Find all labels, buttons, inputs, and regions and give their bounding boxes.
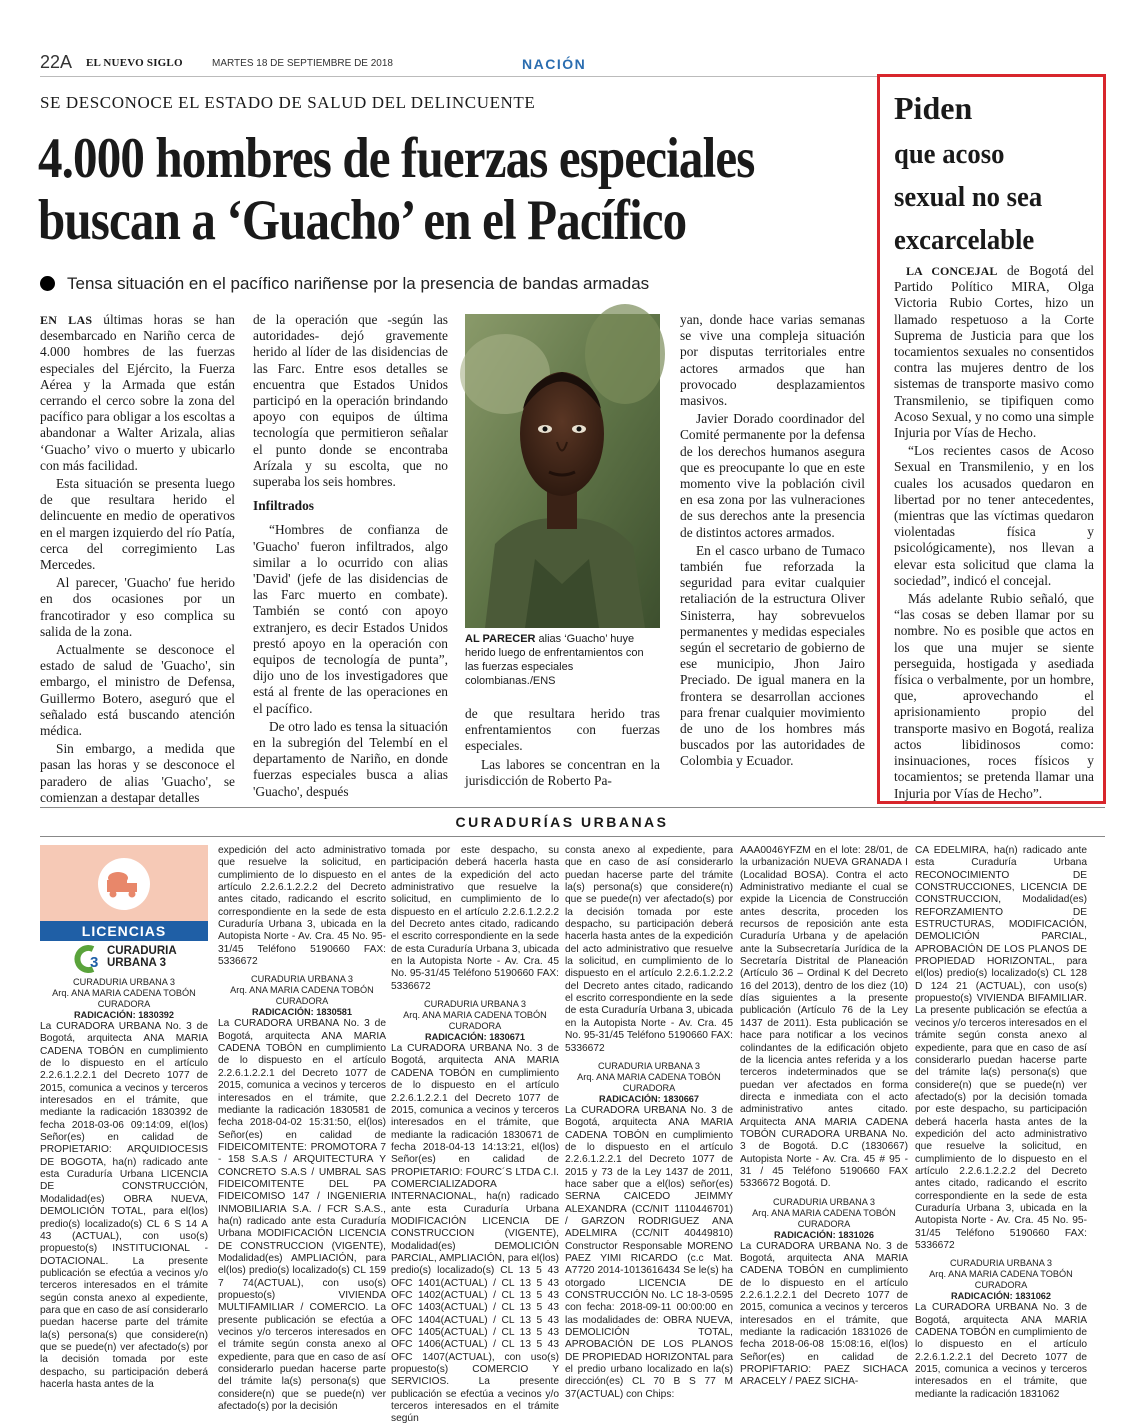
sidebar-title-line-1: Piden xyxy=(894,90,973,126)
notice-header-line: CURADORA xyxy=(797,1218,851,1229)
page-header xyxy=(40,52,1105,76)
article-column-2 xyxy=(253,312,448,807)
notice-column-3 xyxy=(391,845,559,1425)
notice-header-line: CURADURIA URBANA 3 xyxy=(772,1196,876,1207)
notice-header xyxy=(40,977,208,1021)
notice-header-line: Arq. ANA MARIA CADENA TOBÓN xyxy=(752,1207,896,1218)
section-divider xyxy=(40,836,1105,837)
paragraph: de que resultara herido tras enfrentamientos con fuerzas especiales. xyxy=(465,706,660,754)
notice-header xyxy=(565,1061,733,1105)
paragraph-text: últimas horas se han desembarcado en Nariño cerca de 4.000 hombres de las fuerzas especiales del Ejército, la Fuerza Aérea y la Armada que están cerrando el cerco sobre la zona del pacífico para obligar a los escoltas a abandonar a Walter Arizala, alias ‘Guacho’ vivo o muerto y ubicarlo con más facilidad. xyxy=(40,312,235,473)
notice-header-line: CURADURIA URBANA 3 xyxy=(423,999,527,1010)
paragraph-text: de Bogotá del Partido Político MIRA, Olga Victoria Rubio Cortes, hizo un llamado respetuoso a la Corte Suprema de Justicia para que los tocamientos sexuales no consentidos contra las mujeres dentro de los sistemas de transporte masivo como Transmilenio, se tipifiquen como Acoso Sexual, y no como una simple Injuria por Vías de Hecho. xyxy=(894,263,1094,441)
radicacion-number: RADICACIÓN: 1830667 xyxy=(598,1093,700,1104)
article-kicker: SE DESCONOCE EL ESTADO DE SALUD DEL DELINCUENTE xyxy=(40,93,536,112)
notice-column-2 xyxy=(218,845,386,1413)
notice-header-line: Arq. ANA MARIA CADENA TOBÓN xyxy=(577,1071,721,1082)
notice-header xyxy=(915,1258,1087,1302)
article-photo xyxy=(465,314,660,628)
notice-header xyxy=(740,1197,908,1241)
notice-body: AAA0046YFZM en el lote: 28/01, de la urbanización NUEVA GRANADA I (Localidad BOSA). Contra el acto Administrativo mediante el cual se expide la Licencia de Construcción antes descrita, proceden los recursos de reposición ante esta Curaduría Urbana y de apelación ante la Subsecretaría Jurídica de la Secretaría Distrital de Planeación (Artículo 36 – Ordinal K del Decreto 16 del 2013), dentro de los diez (10) días siguientes a la presente publicación (Artículo 76 de la Ley 1437 de 2011). Esta publicación se hace para notificar a los vecinos colindantes de la edificación objeto de la licencia antes referida y a los terceros indeterminados que se puedan ver afectados en forma directa e inmediata con el acto administrativo antes citado. Arquitecta ANA MARIA CADENA TOBÓN CURADORA URBANA No. 3 de Bogotá. D.C (1830667) Autopista Norte - Av. Cra. 45 # 95 - 31 / 45 Teléfono 5190660 FAX 5336672 Bogotá. D. xyxy=(740,845,908,1190)
paragraph: “Los recientes casos de Acoso Sexual en Transmilenio, y en los cuales los acusados quedaron en libertad por no tener antecedentes, (mientras que las víctimas quedaron violentadas física y psicológicamente), nos llevan a elevar esta solicitud que clama la sociedad”, indicó el concejal. xyxy=(894,443,1094,588)
paragraph: yan, donde hace varias semanas se vive una compleja situación por disputas territoriales entre actores armados que han provocado desplazamientos masivos. xyxy=(680,312,865,409)
section-label: NACIÓN xyxy=(522,56,587,72)
article-subheading: Infiltrados xyxy=(253,498,315,514)
notice-column-4 xyxy=(565,845,733,1400)
paragraph: Javier Dorado coordinador del Comité permanente por la defensa de los derechos humanos asegura que es preocupante lo que en este momento vive la población civil en esa zona por las vulneraciones de sus derechos ante la presencia de distintos actores armados. xyxy=(680,411,865,540)
paragraph: De otro lado es tensa la situación en la subregión del Telembí en el departamento de Nariño, en donde fuerzas especiales busca a alias 'Guacho', después xyxy=(253,718,448,799)
notice-header-line: CURADURIA URBANA 3 xyxy=(949,1258,1053,1269)
caption-caps: AL PARECER xyxy=(465,633,536,645)
photo-caption xyxy=(465,632,660,688)
notice-header-line: CURADURIA URBANA 3 xyxy=(72,977,176,987)
page-number: 22A xyxy=(40,52,73,72)
lead-caps: LA CONCEJAL xyxy=(906,264,998,278)
paragraph: de la operación que -según las autoridades- dejó gravemente herido al líder de las disidencias de las Farc. Entre esos detalles se encuentra que Estados Unidos participó en la operación brindando apoyo con equipos de última tecnología que permitieron señalar el punto donde se encontraba Arízala y su escolta, que no superaba los seis hombres. xyxy=(253,312,448,490)
paragraph: Actualmente se desconoce el estado de salud de 'Guacho', sin embargo, el ministro de Defensa, Guillermo Botero, aseguró que el señalado está buscando atención médica. xyxy=(40,642,235,739)
paragraph: Sin embargo, a medida que pasan las horas y se desconoce el paradero de alias 'Guacho', se comienzan a destapar detalles xyxy=(40,741,235,805)
radicacion-number: RADICACIÓN: 1831026 xyxy=(773,1229,875,1240)
bullet-icon xyxy=(40,276,55,291)
article-column-4 xyxy=(680,312,865,807)
c3-logo-icon xyxy=(75,944,105,974)
sidebar-title-line-2: que acoso sexual no sea excarcelable xyxy=(894,138,1043,256)
article-subhead xyxy=(40,274,860,294)
paragraph: Las labores se concentran en la jurisdicción de Roberto Pa- xyxy=(465,756,660,788)
article-headline xyxy=(38,128,760,252)
headline-line-1: 4.000 hombres de fuerzas especiales xyxy=(38,127,755,190)
notice-header-line: CURADORA xyxy=(275,996,329,1007)
notice-header-line: CURADORA xyxy=(974,1280,1028,1291)
notice-body: consta anexo al expediente, para que en caso de así considerarlo puedan hacerse parte del trámite la(s) persona(s) que considere(n) que se puede(n) ver afectado(s) por la decisión tomada por este despacho, su participación deberá hacerla hasta antes de la expedición del acto administrativo que resuelve la solicitud, en cumplimiento de lo dispuesto en el artículo 2.2.6.1.2.2.2 del Decreto antes citado, radicando el escrito correspondiente en la sede de esta Curaduría Urbana 3, ubicada en la Autopista Norte - Av. Cra. 45 No. 95-31/45 Teléfono 5190660 FAX: 5336672 xyxy=(565,845,733,1054)
headline-line-2: buscan a ‘Guacho’ en el Pacífico xyxy=(38,189,687,252)
c3-logo-name xyxy=(107,945,177,969)
notice-body: tomada por este despacho, su participación deberá hacerla hasta antes de la expedición del acto administrativo que resuelve la solicitud, en cumplimiento de lo dispuesto en el artículo 2.2.6.1.2.2.2 del Decreto antes citado, radicando el escrito correspondiente en la sede de esta Curaduría Urbana 3, ubicada en la Autopista Norte - Av. Cra. 45 No. 95-31/45 Teléfono 5190660 FAX: 5336672 xyxy=(391,845,559,992)
notice-header-line: CURADORA xyxy=(622,1082,676,1093)
radicacion-number: RADICACIÓN: 1830671 xyxy=(424,1032,526,1043)
paragraph: Más adelante Rubio señaló, que “las cosas se deben llamar por su nombre. No es posible que actos en los que una mujer se siente perseguida, hostigada y asediada física o verbalmente, por un hombre, que, aprovechando el aprisionamiento propio del transporte masivo en Bogotá, realiza actos libidinosos como: insinuaciones, roces físicos y tocamientos; se pretenda llamar una Injuria por Vías de Hecho”. xyxy=(894,591,1094,801)
article-column-1 xyxy=(40,312,235,807)
paragraph: “Hombres de confianza de 'Guacho' fueron infiltrados, algo similar a lo ocurrido con alias 'David' (jefe de las disidencias de las Farc muerto en combate). También se contó con apoyo extranjero, es decir Estados Unidos prestó apoyo en la operación con equipos de tecnología de punta”, dijo uno de los investigadores que está al frente de las operaciones en el pacífico. xyxy=(253,522,448,716)
paragraph: En el casco urbano de Tumaco también fue reforzada la seguridad para evitar cualquier retaliación de la estructura Oliver Sinisterra, hay sobrevuelos permanentes y medidas especiales según el secretario de gobierno de ese municipio, Jhon Jairo Preciado. De igual manera en la frontera se desarrollan acciones para frenar cualquier movimiento de uno de los hombres más buscados por las autoridades de Colombia y Ecuador. xyxy=(680,542,865,769)
notice-body: La CURADORA URBANA No. 3 de Bogotá, arquitecta ANA MARIA CADENA TOBÓN en cumplimiento de lo dispuesto en el artículo 2.2.6.1.2.2.1 del Decreto 1077 de 2015, comunica a vecinos y terceros interesados en el trámite, que mediante la radicación 1831026 de fecha 2018-06-08 15:08:16, el(los) Señor(es) en calidad de PROPIFTARIO: PAEZ SICHACA ARACELY / PAEZ SICHA- xyxy=(740,1240,908,1388)
paragraph xyxy=(40,312,235,474)
sidebar-body xyxy=(894,263,1094,804)
notice-header xyxy=(218,974,386,1018)
radicacion-number: RADICACIÓN: 1830581 xyxy=(251,1007,353,1018)
notice-header xyxy=(391,999,559,1043)
notice-body: expedición del acto administrativo que resuelve la solicitud, en cumplimiento de lo dispuesto en el artículo 2.2.6.1.2.2.2 del Decreto antes citado, radicando el escrito correspondiente en la sede de esta Curaduría Urbana 3, ubicada en la Autopista Norte - Av. Cra. 45 No. 95-31/45 Teléfono 5190660 FAX: 5336672 xyxy=(218,845,386,968)
section-divider xyxy=(40,807,1105,808)
subhead-text: Tensa situación en el pacífico nariñense por la presencia de bandas armadas xyxy=(67,274,650,293)
sidebar-article xyxy=(877,74,1106,804)
notice-header-line: Arq. ANA MARIA CADENA TOBÓN xyxy=(403,1010,547,1021)
notice-header-line: CURADURIA URBANA 3 xyxy=(597,1060,701,1071)
issue-date: MARTES 18 DE SEPTIEMBRE DE 2018 xyxy=(212,58,393,69)
paragraph: Al parecer, 'Guacho' fue herido en dos ocasiones por un francotirador y eso complica su salida de la zona. xyxy=(40,575,235,639)
truck-icon xyxy=(98,858,150,910)
article-column-3 xyxy=(465,706,660,806)
licencias-label: LICENCIAS xyxy=(40,921,208,941)
caption-text: alias ‘Guacho’ huye herido luego de enfrentamientos con las fuerzas especiales colombianas./ENS xyxy=(465,633,644,687)
paragraph: Esta situación se presenta luego de que resultara herido el delincuente en medio de operativos en el margen izquierdo del río Patía, cerca del corregimiento Las Mercedes. xyxy=(40,476,235,573)
notice-header-line: Arq. ANA MARIA CADENA TOBÓN xyxy=(52,988,196,998)
portrait-image xyxy=(465,314,660,628)
svg-text:3: 3 xyxy=(90,954,99,971)
notice-body: La CURADORA URBANA No. 3 de Bogotá, arquitecta ANA MARIA CADENA TOBÓN en cumplimiento de lo dispuesto en el artículo 2.2.6.1.2.2.1 del Decreto 1077 de 2015, comunica a vecinos y terceros interesados en el trámite, que mediante la radicación 1830581 de fecha 2018-04-02 15:31:50, el(los) Señor(es) en calidad de FIDEICOMITENTE: PROMOTORA 7 - 158 S.A.S / ARQUITECTURA Y CONCRETO S.A.S / UMBRAL SAS FIDEICOMITENTE DEL PA FIDEICOMISO 147 / INGENIERIA INMOBILIARIA S.A. / FCR S.A.S., ha(n) radicado ante esta Curaduría Urbana MODIFICACIÓN LICENCIA DE CONSTRUCCION (VIGENTE), Modalidad(es) AMPLIACIÓN, para el(los) predio(s) localizado(s) CL 159 7 74(ACTUAL), con uso(s) propuesto(s) VIVIENDA MULTIFAMILIAR / COMERCIO. La presente publicación se efectúa a vecinos y/o terceros interesados en el trámite según consta anexo al expediente, para que en caso de así considerarlo puedan hacerse parte del trámite la(s) persona(s) que considere(n) que se puede(n) ver afectado(s) por la decisión xyxy=(218,1018,386,1413)
notice-body: La CURADORA URBANA No. 3 de Bogotá, arquitecta ANA MARIA CADENA TOBÓN en cumplimiento de lo dispuesto en el artículo 2.2.6.1.2.2.1 del Decreto 1077 de 2015, comunica a vecinos y terceros interesados en el trámite, que mediante la radicación 1830671 de fecha 2018-04-13 14:13:21, el(los) Señor(es) en calidad de PROPIETARIO: FOURC´S LTDA C.I. COMERCIALIZADORA INTERNACIONAL, ha(n) radicado ante esta Curaduría Urbana MODIFICACIÓN LICENCIA DE CONSTRUCCION (VIGENTE), Modalidad(es) DEMOLICIÓN PARCIAL, AMPLIACIÓN, para el(los) predio(s) localizado(s) CL 13 5 43 OFC 1401(ACTUAL) / CL 13 5 43 OFC 1402(ACTUAL) / CL 13 5 43 OFC 1403(ACTUAL) / CL 13 5 43 OFC 1404(ACTUAL) / CL 13 5 43 OFC 1405(ACTUAL) / CL 13 5 43 OFC 1406(ACTUAL) / CL 13 5 43 OFC 1407(ACTUAL), con uso(s) propuesto(s) COMERCIO Y SERVICIOS. La presente publicación se efectúa a vecinos y/o terceros interesados en el trámite según xyxy=(391,1043,559,1425)
notice-header-line: CURADORA xyxy=(448,1021,502,1032)
logo-name-line-1: CURADURIA xyxy=(107,945,177,957)
notice-header-line: CURADORA xyxy=(97,999,151,1009)
curadurias-title: CURADURÍAS URBANAS xyxy=(455,814,669,830)
notice-header-line: Arq. ANA MARIA CADENA TOBÓN xyxy=(929,1269,1073,1280)
notice-column-6 xyxy=(915,845,1087,1400)
paragraph xyxy=(894,263,1094,441)
notice-body: CA EDELMIRA, ha(n) radicado ante esta Curaduría Urbana RECONOCIMIENTO DE CONSTRUCCIONES, LICENCIA DE CONSTRUCCION, Modalidad(es) REFORZAMIENTO DE ESTRUCTURAS, MODIFICACIÓN, DEMOLICIÓN PARCIAL, APROBACIÓN DE LOS PLANOS DE PROPIEDAD HORIZONTAL, para el(los) predio(s) localizado(s) CL 128 D 124 21 (ACTUAL), con uso(s) propuesto(s) VIVIENDA BIFAMILIAR. La presente publicación se efectúa a vecinos y/o terceros interesados en el trámite según consta anexo al expediente, para que en caso de así considerarlo puedan hacerse parte del trámite la(s) persona(s) que considere(n) que se puede(n) ver afectado(s) por la decisión tomada por este despacho, su participación deberá hacerla hasta antes de la expedición del acto administrativo que resuelve la solicitud, en cumplimiento de lo dispuesto en el artículo 2.2.6.1.2.2.2 del Decreto antes citado, radicando el escrito correspondiente en la sede de esta Curaduría Urbana 3, ubicada en la Autopista Norte - Av. Cra. 45 No. 95-31/45 Teléfono 5190660 FAX: 5336672 xyxy=(915,845,1087,1251)
notice-body: La CURADORA URBANA No. 3 de Bogotá, arquitecta ANA MARIA CADENA TOBÓN en cumplimiento de lo dispuesto en el artículo 2.2.6.1.2.2.1 del Decreto 1077 de 2015, comunica a vecinos y terceros interesados en el trámite, que mediante la radicación 1830392 de fecha 2018-03-06 09:14:09, el(los) Señor(es) en calidad de PROPIETARIO: ARQUIDIOCESIS DE BOGOTA, ha(n) radicado ante esta Curaduría Urbana LICENCIA DE CONSTRUCCIÓN, Modalidad(es) OBRA NUEVA, DEMOLICIÓN TOTAL, para el(los) predio(s) localizado(s) CL 6 S 14 A 43 (ACTUAL), con uso(s) propuesto(s) INSTITUCIONAL - DOTACIONAL. La presente publicación se efectúa a vecinos y/o terceros interesados en el trámite según consta anexo al expediente, para que en caso de así considerarlo puedan hacerse parte del trámite la(s) persona(s) que considere(n) que se puede(n) ver afectado(s) por la decisión tomada por este despacho, su participación deberá hacerla hasta antes de la xyxy=(40,1021,208,1390)
notice-column-5 xyxy=(740,845,908,1388)
notice-body: La CURADORA URBANA No. 3 de Bogotá, arquitecta ANA MARIA CADENA TOBÓN en cumplimiento de lo dispuesto en el artículo 2.2.6.1.2.2.1 del Decreto 1077 de 2015 y 73 de la Ley 1437 de 2011, hace saber que a el(los) señor(es) SERNA CAICEDO JEIMMY ALEXANDRA (CC/NIT 1110446701) / GARZON RODRIGUEZ ANA ADELMIRA (CC/NIT 40449810) Constructor Responsable MORENO PAEZ YIMI RICARDO (c.c Mat. A7720 2014-1013616434 Se le(s) ha otorgado LICENCIA DE CONSTRUCCIÓN No. LC 18-3-0595 con fecha: 2018-09-11 00:00:00 en las modalidades de: OBRA NUEVA, DEMOLICIÓN TOTAL, APROBACIÓN DE LOS PLANOS DE PROPIEDAD HORIZONTAL para el predio urbano localizado en la(s) dirección(es) CL 70 B S 77 M 37(ACTUAL) con Chips: xyxy=(565,1104,733,1400)
radicacion-number: RADICACIÓN: 1830392 xyxy=(73,1010,175,1020)
notice-header-line: Arq. ANA MARIA CADENA TOBÓN xyxy=(230,985,374,996)
newspaper-name: EL NUEVO SIGLO xyxy=(86,57,183,69)
notice-column-1 xyxy=(40,977,208,1390)
radicacion-number: RADICACIÓN: 1831062 xyxy=(950,1291,1052,1302)
lead-caps: EN LAS xyxy=(40,313,93,327)
logo-name-line-2: URBANA 3 xyxy=(107,957,166,969)
licencias-banner xyxy=(40,845,208,925)
notice-body: La CURADORA URBANA No. 3 de Bogotá, arquitecta ANA MARIA CADENA TOBÓN en cumplimiento de lo dispuesto en el artículo 2.2.6.1.2.2.1 del Decreto 1077 de 2015, comunica a vecinos y terceros interesados en el trámite, que mediante la radicación 1831062 xyxy=(915,1302,1087,1400)
notice-header-line: CURADURIA URBANA 3 xyxy=(250,974,354,985)
